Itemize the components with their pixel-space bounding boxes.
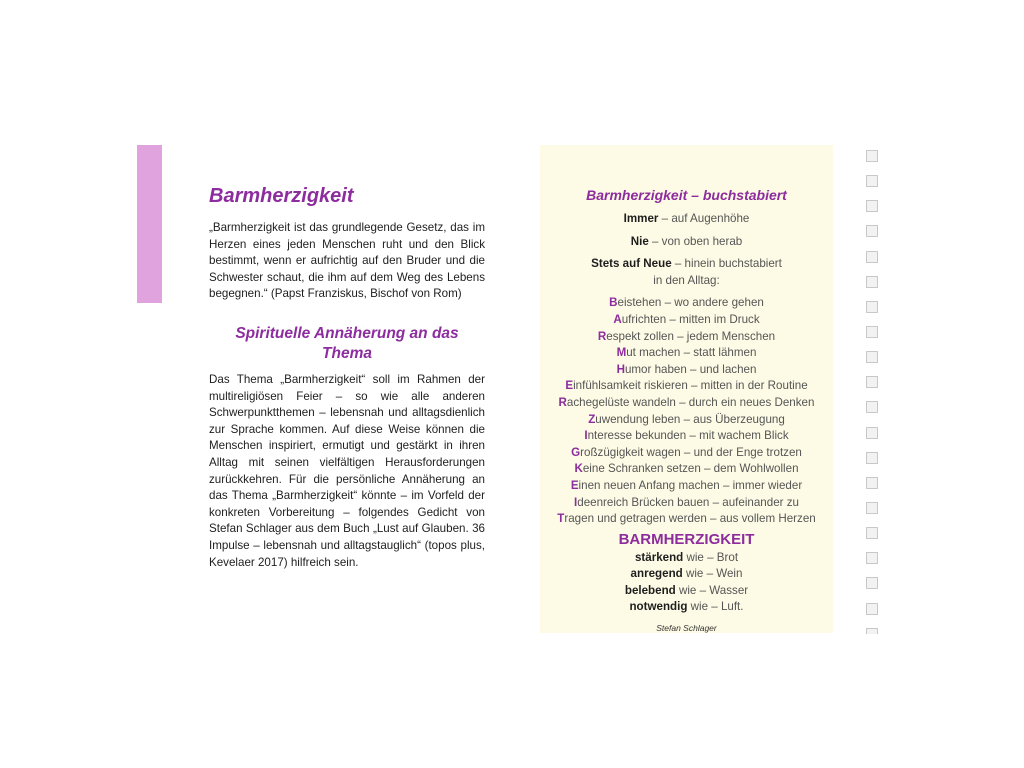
poem-rest: wie – Luft. — [687, 600, 744, 614]
checkbox[interactable] — [866, 502, 878, 514]
poem-rest: – von oben herab — [648, 234, 743, 248]
acrostic-text: ut machen – statt lähmen — [626, 346, 757, 360]
acrostic-letter: E — [565, 379, 574, 393]
acrostic-letter: B — [609, 296, 618, 310]
checkbox[interactable] — [866, 326, 878, 338]
section-subtitle: Spirituelle Annäherung an das Thema — [235, 324, 459, 362]
checkbox[interactable] — [866, 628, 878, 634]
acrostic-line — [540, 345, 833, 362]
poem-box — [540, 145, 833, 633]
poem-bold: anregend — [630, 567, 683, 581]
poem-bold: belebend — [624, 583, 676, 597]
acrostic-text: ufrichten – mitten im Druck — [621, 312, 760, 326]
checkbox[interactable] — [866, 552, 878, 564]
checkbox[interactable] — [866, 150, 878, 162]
checkbox[interactable] — [866, 175, 878, 187]
poem-title: Barmherzigkeit – buchstabiert — [586, 187, 787, 203]
acrostic-text: umor haben – und lachen — [624, 362, 757, 376]
poem-rest: wie – Wasser — [675, 583, 749, 597]
acrostic-text: nteresse bekunden – mit wachem Blick — [587, 429, 789, 443]
acrostic-letter: R — [597, 329, 607, 343]
acrostic-line — [540, 478, 833, 495]
acrostic-line — [540, 312, 833, 329]
checkbox[interactable] — [866, 251, 878, 263]
checkbox[interactable] — [866, 477, 878, 489]
acrostic-text: inen neuen Anfang machen – immer wieder — [578, 478, 803, 492]
acrostic-line — [540, 445, 833, 462]
poem-rest: wie – Brot — [683, 550, 739, 564]
acrostic-line — [540, 461, 833, 478]
acrostic-text: achegelüste wandeln – durch ein neues Denken — [566, 395, 815, 409]
acrostic-letter: A — [613, 312, 622, 326]
poem-keyword: BARMHERZIGKEIT — [618, 530, 755, 548]
page-title: Barmherzigkeit — [209, 185, 354, 207]
checkbox[interactable] — [866, 603, 878, 615]
acrostic-line — [540, 428, 833, 445]
poem — [540, 185, 833, 637]
acrostic-letter: E — [570, 478, 579, 492]
poem-rest: – auf Augenhöhe — [658, 212, 750, 225]
poem-bold: Stets auf Neue — [591, 257, 672, 271]
acrostic-line — [540, 395, 833, 412]
left-column — [209, 184, 485, 571]
acrostic-text: uwendung leben – aus Überzeugung — [595, 412, 785, 426]
body-paragraph: Das Thema „Barmherzigkeit“ soll im Rahmen der multireligiösen Feier – so wie alle anderen Schwerpunktthemen – lebensnah und alltagsdienlich zur Sprache kommen. Auf diese Weise können die Menschen inspiriert, ermutigt und gestärkt in ihren Alltag mit seinen vielfältigen Herausforderungen zurückkehren. Für die persönliche Annäherung an das Thema „Barmherzigkeit“ könnte – im Vorfeld der konkreten Vorbereitung – folgendes Gedicht von Stefan Schlager aus dem Buch „Lust auf Glauben. 36 Impulse – lebensnah und alltagstauglich“ (topos plus, Kevelaer 2017) hilfreich sein. — [209, 372, 485, 569]
poem-line — [540, 234, 833, 251]
acrostic-line — [540, 412, 833, 429]
poem-line — [540, 211, 833, 228]
closing-line — [540, 550, 833, 567]
acrostic-text: infühlsamkeit riskieren – mitten in der Routine — [573, 379, 808, 393]
checkbox[interactable] — [866, 427, 878, 439]
poem-author: Stefan Schlager — [656, 623, 717, 634]
acrostic-line — [540, 511, 833, 528]
closing-line — [540, 566, 833, 583]
acrostic-line — [540, 378, 833, 395]
acrostic-letter: M — [616, 346, 627, 360]
acrostic-letter: I — [584, 429, 588, 443]
acrostic-line — [540, 295, 833, 312]
closing-line — [540, 599, 833, 616]
poem-bold: Immer — [623, 212, 659, 225]
checkbox-column — [866, 150, 880, 634]
acrostic-letter: I — [574, 495, 578, 509]
acrostic-letter: T — [557, 512, 565, 526]
acrostic-line — [540, 495, 833, 512]
checkbox[interactable] — [866, 351, 878, 363]
checkbox[interactable] — [866, 225, 878, 237]
acrostic-text: eine Schranken setzen – dem Wohlwollen — [582, 462, 799, 476]
acrostic-text: ragen und getragen werden – aus vollem Herzen — [564, 512, 816, 526]
checkbox[interactable] — [866, 276, 878, 288]
acrostic-text: espekt zollen – jedem Menschen — [606, 329, 776, 343]
acrostic-text: roßzügigkeit wagen – und der Enge trotzen — [580, 445, 802, 459]
acrostic-letter: K — [574, 462, 583, 476]
acrostic-text: deenreich Brücken bauen – aufeinander zu — [577, 495, 799, 509]
quote-paragraph: „Barmherzigkeit ist das grundlegende Gesetz, das im Herzen eines jeden Menschen ruht und den Blick bestimmt, wenn er aufrichtig auf den Bruder und die Schwester schaut, die ihm auf dem Weg des Lebens begegnen.“ (Papst Franziskus, Bischof von Rom) — [209, 221, 485, 301]
poem-rest: wie – Wein — [682, 567, 743, 581]
accent-bar — [137, 145, 162, 303]
checkbox[interactable] — [866, 376, 878, 388]
checkbox[interactable] — [866, 452, 878, 464]
acrostic-letter: H — [616, 362, 625, 376]
poem-line: in den Alltag: — [653, 273, 720, 287]
acrostic-line — [540, 329, 833, 346]
acrostic-letter: R — [558, 395, 567, 409]
checkbox[interactable] — [866, 401, 878, 413]
checkbox[interactable] — [866, 577, 878, 589]
acrostic-text: eistehen – wo andere gehen — [617, 296, 764, 310]
poem-bold: Nie — [630, 234, 649, 248]
acrostic-line — [540, 362, 833, 379]
acrostic-letter: Z — [588, 412, 596, 426]
poem-bold: stärkend — [634, 550, 684, 564]
poem-bold: notwendig — [629, 600, 688, 614]
acrostic-letter: G — [571, 445, 581, 459]
checkbox[interactable] — [866, 527, 878, 539]
poem-rest: – hinein buchstabiert — [671, 257, 782, 271]
closing-line — [540, 583, 833, 600]
checkbox[interactable] — [866, 301, 878, 313]
poem-line — [540, 256, 833, 273]
checkbox[interactable] — [866, 200, 878, 212]
